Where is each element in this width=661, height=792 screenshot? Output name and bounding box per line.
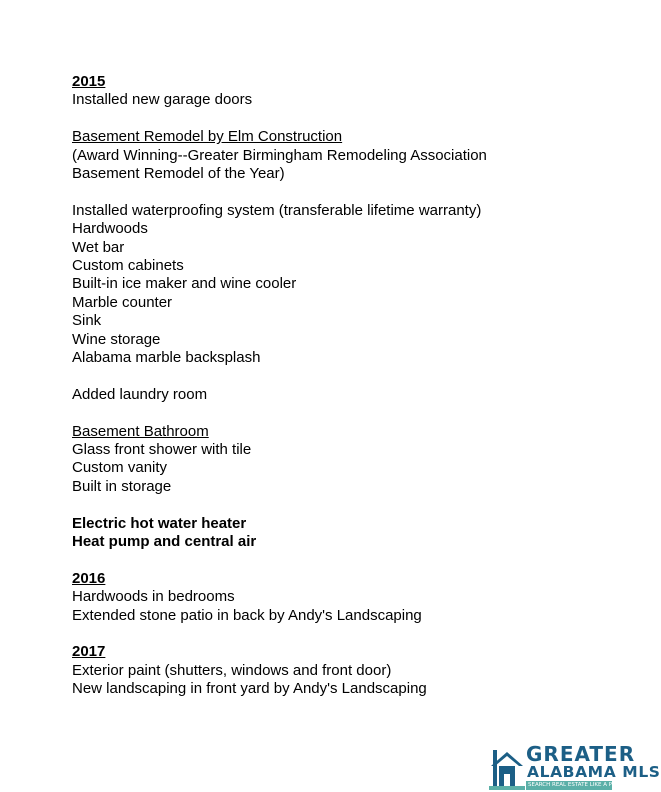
list-item: Wet bar bbox=[72, 238, 125, 256]
award-note-line2: Basement Remodel of the Year) bbox=[72, 165, 285, 183]
list-item: New landscaping in front yard by Andy's Landscaping bbox=[72, 680, 427, 698]
year-heading-2017: 2017 bbox=[72, 643, 106, 661]
list-item: Custom cabinets bbox=[72, 257, 184, 275]
list-item: Hardwoods in bedrooms bbox=[72, 588, 235, 606]
list-item: Hardwoods bbox=[72, 220, 148, 238]
list-item: Built-in ice maker and wine cooler bbox=[72, 275, 297, 293]
list-item: Custom vanity bbox=[72, 459, 168, 477]
list-item: Sink bbox=[72, 312, 102, 330]
list-item: Extended stone patio in back by Andy's Landscaping bbox=[72, 606, 422, 624]
list-item: Glass front shower with tile bbox=[72, 441, 252, 459]
bold-item-water-heater: Electric hot water heater bbox=[72, 514, 247, 532]
year-heading-2015: 2015 bbox=[72, 73, 106, 90]
list-item: Exterior paint (shutters, windows and front door) bbox=[72, 661, 392, 679]
house-icon bbox=[489, 744, 525, 792]
year-heading-2016: 2016 bbox=[72, 569, 106, 587]
list-item: Added laundry room bbox=[72, 385, 208, 403]
list-item: Marble counter bbox=[72, 293, 173, 311]
award-note-line1: (Award Winning--Greater Birmingham Remodeling Association bbox=[72, 146, 487, 164]
list-item: Installed waterproofing system (transferable lifetime warranty) bbox=[72, 201, 482, 219]
list-item: Wine storage bbox=[72, 330, 161, 348]
basement-remodel-heading: Basement Remodel by Elm Construction bbox=[72, 128, 343, 146]
greater-alabama-mls-logo bbox=[489, 742, 661, 792]
logo-line2: ALABAMA MLS bbox=[527, 763, 661, 781]
list-item: Built in storage bbox=[72, 477, 172, 495]
list-item: Installed new garage doors bbox=[72, 91, 253, 109]
basement-bathroom-heading: Basement Bathroom bbox=[72, 422, 209, 440]
list-item: Alabama marble backsplash bbox=[72, 349, 261, 367]
bold-item-heat-pump: Heat pump and central air bbox=[72, 533, 257, 551]
logo-tagline: SEARCH REAL ESTATE LIKE A PRO bbox=[528, 782, 621, 788]
logo-line1: GREATER bbox=[526, 742, 636, 766]
document-body bbox=[72, 73, 592, 699]
